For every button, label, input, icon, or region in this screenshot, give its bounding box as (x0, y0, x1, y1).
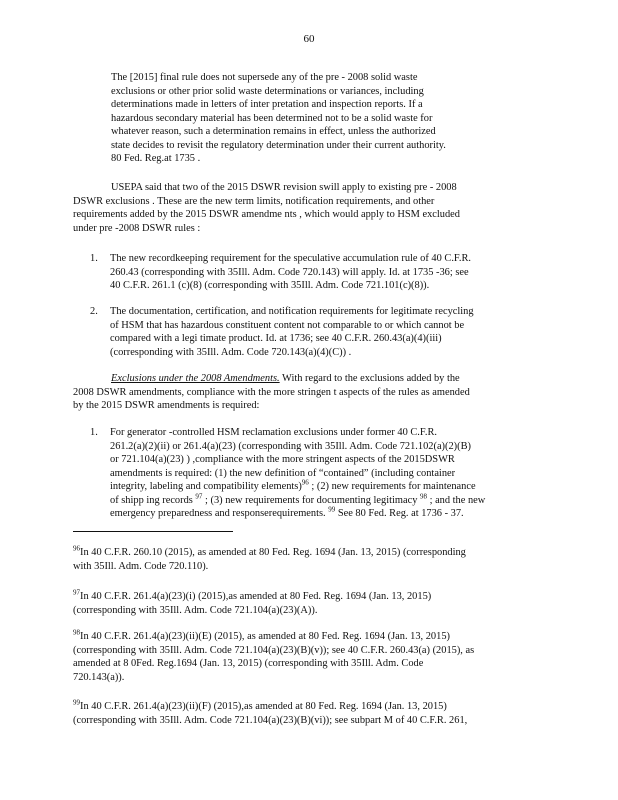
quote-line: exclusions or other prior solid waste determinations or variances, including (111, 85, 424, 97)
footnote-96 (73, 546, 523, 573)
line-text: of shipp ing records (110, 494, 196, 506)
section-heading: Exclusions under the 2008 Amendments. (111, 373, 280, 384)
body-paragraph-exclusions (73, 372, 523, 413)
line-text: In 40 C.F.R. 261.4(a)(23)(ii)(F) (2015),as amended at 80 Fed. Reg. 1694 (Jan. 13, 2015) (80, 701, 447, 712)
list-item-documentation (110, 305, 523, 359)
footnote-98 (73, 630, 523, 684)
list-item-line: 260.43 (corresponding with 35Ill. Adm. Code 720.143) will apply. Id. at 1735 -36; see (110, 266, 469, 278)
footnote-ref-96[interactable]: 96 (301, 478, 309, 487)
list-item-line: For generator -controlled HSM reclamation exclusions under former 40 C.F.R. (110, 427, 437, 438)
paragraph-line: requirements added by the 2015 DSWR amendme nts , which would apply to HSM excluded (73, 209, 460, 220)
line-text: In 40 C.F.R. 261.4(a)(23)(i) (2015),as amended at 80 Fed. Reg. 1694 (Jan. 13, 2015) (80, 591, 432, 602)
paragraph-line-rest: With regard to the exclusions added by the (279, 373, 460, 384)
paragraph-first-line (73, 372, 523, 386)
footnote-99 (73, 700, 523, 727)
list-item-line (110, 480, 523, 494)
footnote-line: (corresponding with 35Ill. Adm. Code 721.104(a)(23)(B)(vi)); see subpart M of 40 C.F.R. 261, (73, 714, 468, 726)
paragraph-line: by the 2015 DSWR amendments is required: (73, 400, 260, 411)
list-item-line (110, 507, 523, 521)
list-item-line: compared with a legi timate product. Id. at 1736; see 40 C.F.R. 260.43(a)(4)(iii) (110, 333, 442, 344)
paragraph-line: 2008 DSWR amendments, compliance with the more stringen t aspects of the rules as amended (73, 386, 470, 398)
line-text: See 80 Fed. Reg. at 1736 - 37. (335, 508, 464, 519)
quote-line: whatever reason, such a determination remains in effect, unless the authorized (111, 126, 436, 137)
line-text: In 40 C.F.R. 261.4(a)(23)(ii)(E) (2015), as amended at 80 Fed. Reg. 1694 (Jan. 13, 2015) (80, 631, 450, 642)
list-item-line: of HSM that has hazardous constituent content not comparable to or which cannot be (110, 319, 465, 331)
footnote-ref-99[interactable]: 99 (328, 505, 336, 514)
line-text: integrity, labeling and compatibility elements) (110, 481, 302, 492)
page-number: 60 (303, 33, 315, 45)
list-number: 1. (90, 253, 98, 264)
footnote-line (73, 698, 447, 712)
footnote-line (73, 588, 432, 602)
footnote-mark: 97 (73, 588, 80, 597)
quote-line: state decides to revisit the regulatory determination under their current authority. (111, 139, 446, 151)
footnote-mark: 98 (73, 628, 80, 637)
footnote-mark: 99 (73, 698, 80, 707)
footnote-line: (corresponding with 35Ill. Adm. Code 721.104(a)(23)(B)(v)); see 40 C.F.R. 260.43(a) (2015), as (73, 644, 475, 656)
paragraph-line: USEPA said that two of the 2015 DSWR revision swill apply to existing pre - 2008 (111, 182, 457, 193)
list-item-line: (corresponding with 35Ill. Adm. Code 720.143(a)(4)(C)) . (110, 346, 352, 358)
footnote-line (73, 628, 450, 642)
quote-line: hazardous secondary material has been determined not to be a solid waste for (111, 112, 433, 124)
list-item-line (110, 494, 523, 508)
footnote-ref-97[interactable]: 97 (195, 492, 203, 501)
footnote-line: with 35Ill. Adm. Code 720.110). (73, 560, 209, 572)
quote-line: The [2015] final rule does not supersede any of the pre - 2008 solid waste (111, 72, 418, 83)
list-item-generator-controlled (110, 426, 523, 521)
list-item-line: or 721.104(a)(23) ) ,compliance with the more stringent aspects of the 2015DSWR (110, 454, 455, 465)
list-item-line: amendments is required: (1) the new definition of “contained” (including container (110, 467, 456, 479)
quote-line: 80 Fed. Reg.at 1735 . (111, 153, 201, 164)
footnote-line (73, 544, 466, 558)
footnote-line: amended at 8 0Fed. Reg.1694 (Jan. 13, 2015) (corresponding with 35Ill. Adm. Code (73, 658, 424, 669)
paragraph-line: DSWR exclusions . These are the new term limits, notification requirements, and other (73, 195, 435, 207)
footnote-line: 720.143(a)). (73, 671, 125, 683)
footnote-97 (73, 590, 523, 617)
line-text: ; and the new (426, 494, 486, 506)
body-paragraph-usepa (73, 181, 523, 235)
footnote-mark: 96 (73, 544, 80, 553)
line-text: ; (2) new requirements for maintenance (308, 481, 476, 492)
list-item-line: The new recordkeeping requirement for the speculative accumulation rule of 40 C.F.R. (110, 253, 471, 264)
line-text: In 40 C.F.R. 260.10 (2015), as amended at 80 Fed. Reg. 1694 (Jan. 13, 2015) (corresponding (80, 547, 466, 558)
list-item-recordkeeping (110, 252, 523, 293)
quote-line: determinations made in letters of inter pretation and inspection reports. If a (111, 99, 423, 110)
line-text: emergency preparedness and responserequirements. (110, 508, 329, 519)
paragraph-line: under pre -2008 DSWR rules : (73, 222, 201, 234)
list-number: 2. (90, 306, 98, 317)
line-text: ; (3) new requirements for documenting legitimacy (202, 494, 420, 506)
footnote-ref-98[interactable]: 98 (419, 492, 427, 501)
list-item-line: 40 C.F.R. 261.1 (c)(8) (corresponding with 35Ill. Adm. Code 721.101(c)(8)). (110, 280, 430, 291)
list-item-line: The documentation, certification, and notification requirements for legitimate recycling (110, 306, 474, 317)
block-quote (111, 71, 491, 166)
footnote-separator (73, 531, 233, 532)
footnote-line: (corresponding with 35Ill. Adm. Code 721.104(a)(23)(A)). (73, 604, 318, 616)
list-number: 1. (90, 427, 98, 438)
list-item-line: 261.2(a)(2)(ii) or 261.4(a)(23) (corresponding with 35Ill. Adm. Code 721.102(a)(2)(B) (110, 440, 471, 452)
